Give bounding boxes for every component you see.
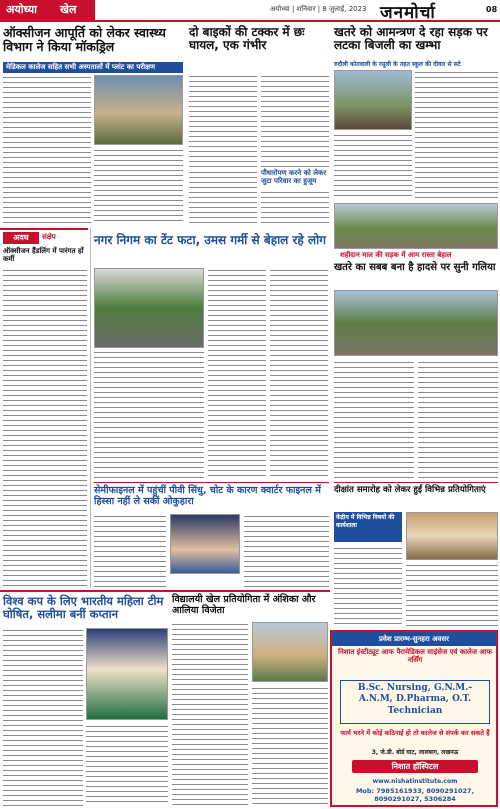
hockey-photo bbox=[86, 628, 168, 720]
deeksha-body-col2 bbox=[406, 563, 498, 626]
vidyalaya-body-col1 bbox=[172, 622, 248, 806]
oxygen-body-col1 bbox=[3, 75, 91, 225]
ad-institute: निशात इंस्टीट्यूट आफ पैरामेडिकल साइंसेज एवं कालेज आफ नर्सिंग bbox=[338, 648, 492, 665]
semi-photo bbox=[170, 514, 240, 574]
hockey-body-col2 bbox=[86, 724, 168, 806]
wire-photo-2 bbox=[334, 203, 498, 249]
hockey-rule bbox=[0, 590, 330, 592]
wire-photo-caption: शहीदान माल की सड़क में आम रास्ता बेहाल bbox=[340, 251, 452, 259]
danger-headline: खतरे का सबब बना है हादसे पर सुनी गलिया bbox=[334, 262, 496, 273]
oxygen-photo bbox=[94, 75, 183, 145]
masthead bbox=[0, 0, 500, 22]
semi-body-col2 bbox=[244, 514, 329, 588]
semi-headline: सेमीफाइनल में पहुंचीं पीवी सिंधु, चोट के कारण क्वार्टर फाइनल में हिस्सा नहीं ले सकीं ओकुहारा bbox=[94, 485, 321, 507]
deeksha-headline: दीक्षांत समारोह को लेकर हुईं विभिन्न प्रतियोगिताएं bbox=[334, 485, 486, 495]
ad-courses: B.Sc. Nursing, G.N.M.-A.N.M, D.Pharma, O.T. Technician bbox=[340, 680, 490, 724]
tent-body-col1 bbox=[94, 350, 204, 480]
tent-photo bbox=[94, 268, 204, 348]
sidebar-body bbox=[3, 268, 87, 588]
sidebar-separator bbox=[90, 228, 91, 588]
bikes-body-col2 bbox=[261, 74, 329, 169]
sidebar-label: अवध bbox=[3, 232, 39, 244]
hockey-headline: विश्व कप के लिए भारतीय महिला टीम घोषित, सलीमा बनीं कप्तान bbox=[3, 594, 164, 621]
kendra-box: केंद्रीय में विभिन्न विषयों की कार्यशाला bbox=[334, 512, 402, 542]
masthead-brand: जनमोर्चा bbox=[380, 3, 436, 23]
trees-body-a bbox=[189, 170, 257, 225]
bikes-body-col1 bbox=[189, 74, 257, 169]
nishat-ad bbox=[330, 630, 498, 807]
danger-body-col1 bbox=[334, 360, 414, 480]
deeksha-body-col1 bbox=[334, 546, 402, 626]
masthead-date: अयोध्या | शनिवार | 8 जुलाई, 2023 bbox=[270, 5, 367, 13]
danger-photo bbox=[334, 290, 498, 356]
tent-body-col3 bbox=[270, 268, 328, 480]
oxygen-body-col2 bbox=[94, 148, 183, 225]
ad-hospital: निशात हॉस्पिटल bbox=[352, 760, 478, 773]
sidebar-label-2: संक्षेप bbox=[42, 233, 56, 241]
deeksha-photo bbox=[406, 512, 498, 560]
ad-phone: Mob: 7985161933, 8090291027, 8090291027, 5306284 bbox=[355, 787, 475, 804]
sidebar-rule bbox=[0, 228, 88, 230]
oxygen-headline: ऑक्सीजन आपूर्ति को लेकर स्वास्थ्य विभाग ने किया मॉकड्रिल bbox=[3, 25, 166, 54]
trees-headline: पौधारोपण करने को लेकर जुटा परिवार का हुजूम bbox=[261, 169, 327, 185]
hockey-body-col1 bbox=[3, 628, 83, 806]
wire-photo bbox=[334, 70, 412, 130]
ad-offer: फार्म भरने में कोई कठिनाई हो तो कालेज से संपर्क कर सकते हैं bbox=[340, 729, 490, 737]
masthead-section: खेल bbox=[60, 3, 77, 16]
vidyalaya-headline: विद्यालयी खेल प्रतियोगिता में अंशिका और आलिया विजेता bbox=[172, 594, 316, 616]
trees-body-b bbox=[261, 190, 329, 225]
page-number: 08 bbox=[486, 5, 498, 14]
ad-address: 3, जे.डी. बोर्ड घाट, लालबाग, लखनऊ bbox=[371, 749, 459, 756]
wire-body bbox=[415, 70, 498, 200]
tent-body-col2 bbox=[208, 268, 266, 480]
semi-rule bbox=[94, 482, 329, 483]
sidebar-headline: ऑक्सीजन हैंडलिंग में पारंगत हों कर्मी bbox=[3, 247, 84, 263]
deeksha-rule bbox=[334, 482, 498, 483]
vidyalaya-body-col2 bbox=[252, 686, 328, 806]
oxygen-subhead: मेडिकल कालेज सहित सभी अस्पतालों में प्लांट का परीक्षण bbox=[3, 62, 183, 73]
vidyalaya-photo bbox=[252, 622, 328, 682]
ad-web: www.nishatinstitute.com bbox=[372, 778, 458, 785]
wire-subhead: रुदौली कोतवाली के रसूली के तहत स्कूल की दीवार से सटे bbox=[334, 61, 461, 68]
semi-body-col1 bbox=[94, 514, 166, 588]
danger-body-col2 bbox=[418, 360, 498, 480]
bikes-headline: दो बाइकों की टक्कर में छः घायल, एक गंभीर bbox=[189, 25, 305, 53]
wire-body-2 bbox=[334, 133, 412, 200]
masthead-city: अयोध्या bbox=[6, 3, 37, 16]
tent-headline: नगर निगम का टेंट फटा, उमस गर्मी से बेहाल रहे लोग bbox=[94, 233, 326, 247]
wire-headline: खतरे को आमन्त्रण दे रहा सड़क पर लटका बिजली का खम्भा bbox=[334, 25, 488, 53]
ad-banner: प्रवेश प्रारम्भ-सुनहरा अवसर bbox=[332, 632, 496, 646]
